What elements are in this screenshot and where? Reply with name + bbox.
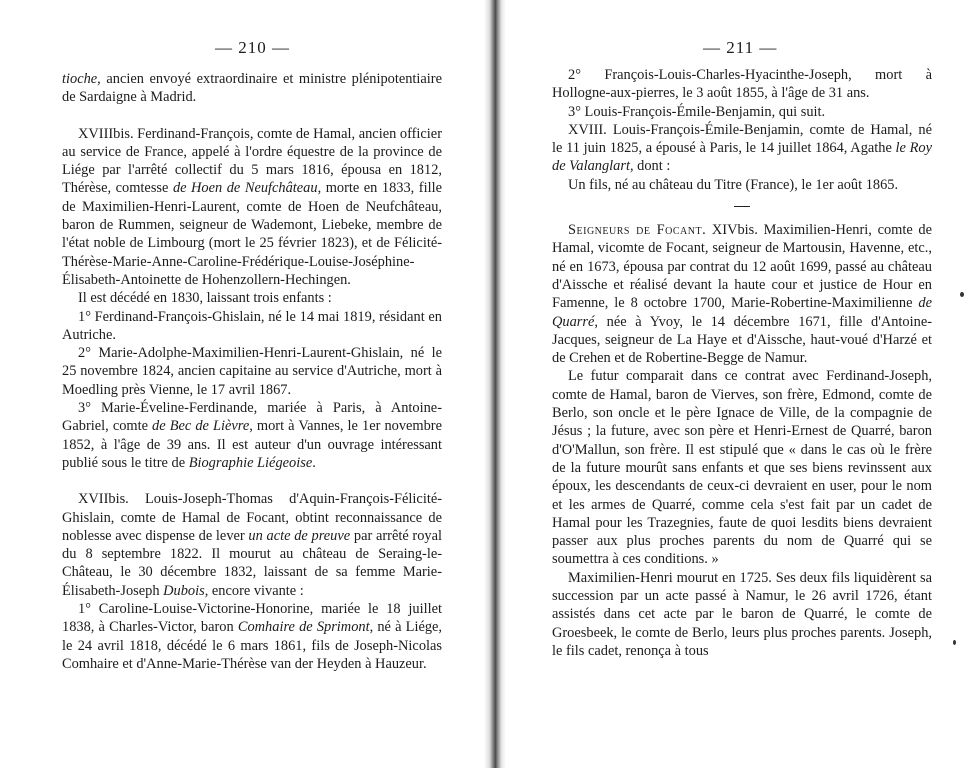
- paragraph: Maximilien-Henri mourut en 1725. Ses deux fils liquidèrent sa succession par un acte passé à Namur, le 26 avril 1726, étant assistés dans cet acte par le baron de Quarré, le comte de Groesbeek, le comte de Berlo, leurs plus proches parents. Joseph, le fils cadet, renonça à tous: [552, 569, 932, 659]
- paragraph: XVIIIbis. Ferdinand-François, comte de Hamal, ancien officier au service de France, appelé à l'ordre équestre de la province de Liége par l'arrêté collectif du 5 mars 1816, épousa en 1812, Thérèse, comtesse de Hoen de Neufchâteau, morte en 1833, fille de Maximilien-Henri-Laurent, comte de Hoen de Neufchâteau, baron de Rummen, seigneur de Wademont, Liebeke, membre de l'état noble de Limbourg (mort le 25 février 1823), et de Félicité-Thérèse-Marie-Anne-Caroline-Frédérique-Louise-Joséphine-Élisabeth-Antoinette de Hohenzollern-Hechingen.: [62, 125, 442, 288]
- paragraph: 3° Louis-François-Émile-Benjamin, qui suit.: [568, 103, 826, 120]
- paragraph: tioche, ancien envoyé extraordinaire et ministre plénipotentiaire de Sardaigne à Madrid.: [62, 71, 442, 106]
- paragraph: 3° Marie-Éveline-Ferdinande, mariée à Paris, à Antoine-Gabriel, comte de Bec de Lièvre, mort à Vannes, le 1er novembre 1852, à l'âge de 39 ans. Il est auteur d'un ouvrage intéressant publié sous le titre de Biographie Liégeoise.: [62, 400, 442, 471]
- paragraph: 2° François-Louis-Charles-Hyacinthe-Joseph, mort à Hollogne-aux-pierres, le 3 août 1855, à l'âge de 31 ans.: [552, 67, 932, 102]
- paragraph: XVIIbis. Louis-Joseph-Thomas d'Aquin-François-Félicité-Ghislain, comte de Hamal de Focant, obtint reconnaissance de noblesse avec dispense de lever un acte de preuve par arrêté royal du 8 septembre 1822. Il mourut au château de Seraing-le-Château, le 30 décembre 1832, laissant de sa femme Marie-Élisabeth-Joseph Dubois, encore vivante :: [62, 491, 443, 599]
- left-page-text: [62, 70, 442, 673]
- paragraph: Il est décédé en 1830, laissant trois enfants :: [78, 290, 332, 307]
- section-separator: [734, 206, 750, 207]
- right-page-number: — 211 —: [703, 38, 778, 57]
- right-page-text: [552, 66, 932, 660]
- paragraph: 1° Caroline-Louise-Victorine-Honorine, mariée le 18 juillet 1838, à Charles-Victor, baron Comhaire de Sprimont, né à Liége, le 24 avril 1818, décédé le 6 mars 1861, fils de Joseph-Nicolas Comhaire et d'Anne-Marie-Thérèse van der Heyden à Hauzeur.: [62, 601, 443, 672]
- scan-speck: [960, 292, 964, 297]
- left-page-number: — 210 —: [215, 38, 290, 57]
- scan-speck: [953, 640, 956, 645]
- paragraph: XVIII. Louis-François-Émile-Benjamin, comte de Hamal, né le 11 juin 1825, a épousé à Paris, le 14 juillet 1864, Agathe le Roy de Valanglart, dont :: [552, 121, 932, 175]
- right-page: [490, 0, 978, 768]
- paragraph: 2° Marie-Adolphe-Maximilien-Henri-Laurent-Ghislain, né le 25 novembre 1824, ancien capitaine au service d'Autriche, mort à Moedling près Vienne, le 17 avril 1867.: [62, 345, 442, 398]
- paragraph: Seigneurs de Focant. XIVbis. Maximilien-Henri, comte de Hamal, vicomte de Focant, seigneur de Martousin, Havenne, etc., né en 1673, épousa par contrat du 12 août 1699, passé au château d'Aissche et réalisé devant la haute cour et justice de Hour en Famenne, le 8 octobre 1700, Marie-Robertine-Maximilienne de Quarré, née à Yvoy, le 14 décembre 1671, fille d'Antoine-Jacques, seigneur de La Haye et d'Aissche, haut-voué d'Harzé et de Crehen et de Robertine-Begge de Namur.: [552, 222, 932, 367]
- paragraph: Le futur comparait dans ce contrat avec Ferdinand-Joseph, comte de Hamal, baron de Vierves, son frère, Edmond, comte de Berlo, son oncle et le père Ignace de Ville, de la compagnie de Jésus ; la future, avec son père et Henri-Ernest de Quarré, baron d'O'Mallun, son frère. Il est stipulé que « dans le cas où le frère de la future mourût sans enfants et que ses biens revinssent aux époux, les descendants de ceux-ci devraient en user, pour le nom et les armes de Quarré, comme cela s'est fait par un cadet de Hamal pour les Trazegnies, faute de quoi lesdits biens devraient passer aux plus proches parents du nom de Quarré qui se soumettra à ces conditions. »: [552, 368, 932, 568]
- paragraph: 1° Ferdinand-François-Ghislain, né le 14 mai 1819, résidant en Autriche.: [62, 308, 442, 343]
- paragraph: Un fils, né au château du Titre (France), le 1er août 1865.: [568, 176, 899, 193]
